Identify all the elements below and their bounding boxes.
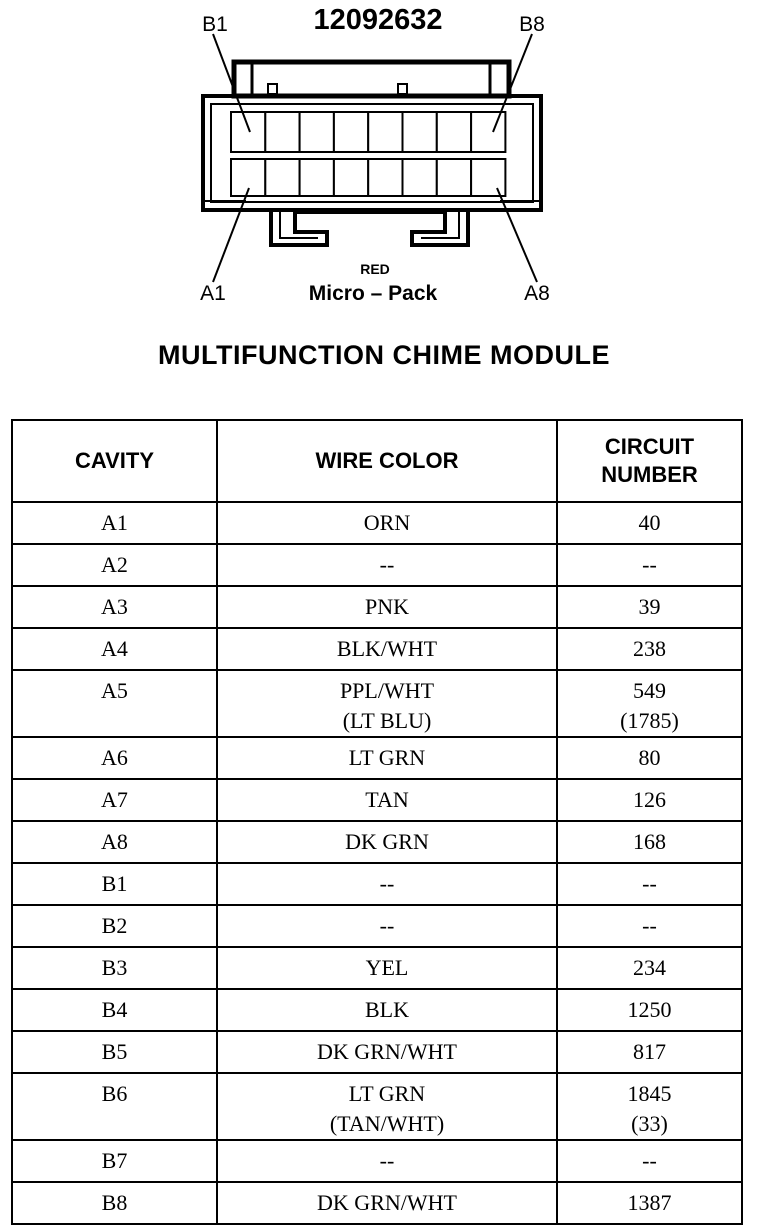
wire-color-cell bbox=[217, 502, 557, 544]
cavity-cell: A8 bbox=[12, 821, 217, 863]
wire-color-line: PNK bbox=[364, 594, 409, 619]
circuit-number-cell bbox=[557, 989, 742, 1031]
cavity-cell: B3 bbox=[12, 947, 217, 989]
circuit-number-line: 80 bbox=[638, 745, 661, 770]
cavity-grid bbox=[231, 112, 505, 196]
cavity-slot bbox=[300, 112, 334, 152]
table-row bbox=[12, 1031, 742, 1073]
cavity-cell: B6 bbox=[12, 1073, 217, 1140]
cavity-slot bbox=[368, 112, 402, 152]
circuit-number-line: (1785) bbox=[620, 708, 679, 733]
cavity-cell: A7 bbox=[12, 779, 217, 821]
circuit-number-cell bbox=[557, 502, 742, 544]
circuit-number-line: -- bbox=[642, 913, 657, 938]
cavity-slot bbox=[437, 159, 471, 196]
wire-color-line: BLK bbox=[365, 997, 409, 1022]
table-row bbox=[12, 905, 742, 947]
circuit-number-line: 817 bbox=[633, 1039, 666, 1064]
part-number: 12092632 bbox=[313, 4, 443, 36]
circuit-number-cell bbox=[557, 1073, 742, 1140]
table-row bbox=[12, 1140, 742, 1182]
cavity-cell: B4 bbox=[12, 989, 217, 1031]
wire-color-cell bbox=[217, 1140, 557, 1182]
circuit-number-cell bbox=[557, 905, 742, 947]
circuit-number-line: 234 bbox=[633, 955, 666, 980]
cavity-cell: A2 bbox=[12, 544, 217, 586]
circuit-number-line: -- bbox=[642, 1148, 657, 1173]
cavity-slot bbox=[265, 159, 299, 196]
circuit-number-line: 549 bbox=[633, 678, 666, 703]
header-wire-color: WIRE COLOR bbox=[217, 420, 557, 502]
wire-color-cell bbox=[217, 1031, 557, 1073]
cavity-slot bbox=[334, 112, 368, 152]
table-row bbox=[12, 586, 742, 628]
wire-color-cell bbox=[217, 544, 557, 586]
connector-body bbox=[203, 62, 541, 245]
circuit-number-line: 1250 bbox=[627, 997, 672, 1022]
cavity-cell: B8 bbox=[12, 1182, 217, 1224]
wire-color-cell bbox=[217, 737, 557, 779]
cavity-cell: A5 bbox=[12, 670, 217, 737]
module-title: MULTIFUNCTION CHIME MODULE bbox=[158, 340, 610, 370]
cavity-cell: A4 bbox=[12, 628, 217, 670]
cavity-cell: B2 bbox=[12, 905, 217, 947]
wire-color-line: DK GRN/WHT bbox=[317, 1190, 457, 1215]
wire-color-line: DK GRN bbox=[345, 829, 429, 854]
circuit-number-line: -- bbox=[642, 552, 657, 577]
circuit-number-line: 1845 bbox=[627, 1081, 672, 1106]
cavity-slot bbox=[471, 159, 505, 196]
circuit-number-cell bbox=[557, 1182, 742, 1224]
circuit-number-line: 238 bbox=[633, 636, 666, 661]
pin-label-a8: A8 bbox=[524, 282, 550, 305]
cavity-slot bbox=[437, 112, 471, 152]
circuit-number-cell bbox=[557, 863, 742, 905]
circuit-number-cell bbox=[557, 628, 742, 670]
wire-color-line: LT GRN bbox=[348, 1081, 426, 1106]
connector-diagram bbox=[0, 0, 768, 320]
wire-color-cell bbox=[217, 989, 557, 1031]
pin-table bbox=[11, 419, 743, 1225]
wire-color-cell bbox=[217, 863, 557, 905]
table-row bbox=[12, 863, 742, 905]
cavity-slot bbox=[265, 112, 299, 152]
table-row bbox=[12, 502, 742, 544]
circuit-number-cell bbox=[557, 1031, 742, 1073]
cavity-slot bbox=[471, 112, 505, 152]
table-row bbox=[12, 1182, 742, 1224]
wire-color-cell bbox=[217, 628, 557, 670]
circuit-number-cell bbox=[557, 821, 742, 863]
cavity-slot bbox=[368, 159, 402, 196]
wire-color-cell bbox=[217, 586, 557, 628]
header-circuit-number bbox=[557, 420, 742, 502]
table-row bbox=[12, 779, 742, 821]
circuit-number-line: 126 bbox=[633, 787, 666, 812]
wire-color-cell bbox=[217, 821, 557, 863]
header-cavity: CAVITY bbox=[12, 420, 217, 502]
cavity-cell: B5 bbox=[12, 1031, 217, 1073]
table-row bbox=[12, 670, 742, 737]
circuit-number-line: (33) bbox=[631, 1111, 668, 1136]
table-row bbox=[12, 947, 742, 989]
wire-color-line: BLK/WHT bbox=[336, 636, 438, 661]
wire-color-line: (LT BLU) bbox=[342, 708, 432, 733]
table-body bbox=[12, 502, 742, 1224]
wire-color-line: PPL/WHT bbox=[339, 678, 435, 703]
table-row bbox=[12, 821, 742, 863]
cavity-cell: B7 bbox=[12, 1140, 217, 1182]
wire-color-line: -- bbox=[379, 1148, 395, 1173]
table-row bbox=[12, 628, 742, 670]
cavity-slot bbox=[231, 112, 265, 152]
wire-color-cell bbox=[217, 1073, 557, 1140]
cavity-cell: A3 bbox=[12, 586, 217, 628]
cavity-cell: A6 bbox=[12, 737, 217, 779]
wire-color-line: DK GRN/WHT bbox=[317, 1039, 457, 1064]
cavity-cell: B1 bbox=[12, 863, 217, 905]
wire-color-line: YEL bbox=[365, 955, 409, 980]
circuit-number-cell bbox=[557, 779, 742, 821]
wire-color-line: (TAN/WHT) bbox=[329, 1111, 445, 1136]
wire-color-line: -- bbox=[379, 871, 395, 896]
table-row bbox=[12, 989, 742, 1031]
cavity-slot bbox=[300, 159, 334, 196]
wire-color-cell bbox=[217, 779, 557, 821]
table-row bbox=[12, 544, 742, 586]
header-circuit-line2: NUMBER bbox=[601, 462, 698, 487]
circuit-number-line: 1387 bbox=[627, 1190, 672, 1215]
table-row bbox=[12, 1073, 742, 1140]
circuit-number-cell bbox=[557, 544, 742, 586]
wire-color-cell bbox=[217, 1182, 557, 1224]
connector-type: Micro – Pack bbox=[308, 282, 438, 305]
circuit-number-cell bbox=[557, 947, 742, 989]
pin-label-b1: B1 bbox=[202, 13, 228, 36]
circuit-number-cell bbox=[557, 670, 742, 737]
wire-color-cell bbox=[217, 947, 557, 989]
table-header-row bbox=[12, 420, 742, 502]
connector-color: RED bbox=[360, 261, 390, 277]
circuit-number-cell bbox=[557, 586, 742, 628]
pin-label-a1: A1 bbox=[200, 282, 226, 305]
wire-color-cell bbox=[217, 905, 557, 947]
circuit-number-line: -- bbox=[642, 871, 657, 896]
pin-label-b8: B8 bbox=[519, 13, 545, 36]
cavity-slot bbox=[334, 159, 368, 196]
circuit-number-line: 39 bbox=[638, 594, 661, 619]
circuit-number-line: 168 bbox=[633, 829, 666, 854]
wire-color-line: TAN bbox=[365, 787, 409, 812]
wire-color-line: -- bbox=[379, 913, 395, 938]
wire-color-cell bbox=[217, 670, 557, 737]
circuit-number-cell bbox=[557, 1140, 742, 1182]
cavity-slot bbox=[403, 112, 437, 152]
circuit-number-cell bbox=[557, 737, 742, 779]
cavity-slot bbox=[403, 159, 437, 196]
wire-color-line: LT GRN bbox=[348, 745, 426, 770]
header-circuit-line1: CIRCUIT bbox=[604, 434, 695, 459]
table-row bbox=[12, 737, 742, 779]
wire-color-line: ORN bbox=[363, 510, 411, 535]
wire-color-line: -- bbox=[379, 552, 395, 577]
cavity-cell: A1 bbox=[12, 502, 217, 544]
circuit-number-line: 40 bbox=[638, 510, 661, 535]
